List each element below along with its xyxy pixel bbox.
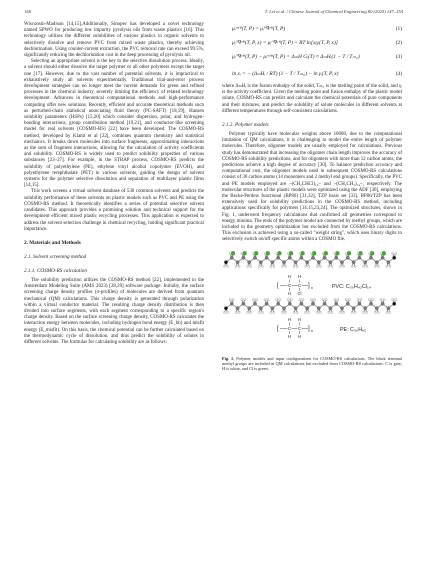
carbon-atom [352,306,355,309]
carbon-atom [335,256,338,259]
carbon-atom [311,256,314,259]
hydrogen-atom [354,311,356,313]
chlorine-atom [243,251,247,255]
journal-citation: T. Lei et al. / Chinese Journal of Chemical Engineering 80 (2025) 147–154 [264,9,403,14]
paragraph: where ΔₘHᵢ is the fusion enthalpy of the solid, Tₘ,ᵢ is the melting point of the solid, and γᵢ is the activity coefficient. Given the melting point and fusion enthalpy of the plastic model solute, COSMO-RS can predict and calculate the chemical potentials of pure components and their mixtures, and predict the solubility of solute molecules in different solvents at different temperatures through self-consistent calculations. [222,84,402,114]
chem-atom-label: H [288,273,292,279]
hydrogen-atom [389,311,391,313]
hydrogen-atom [345,252,347,254]
hydrogen-atom [235,311,237,313]
pvc-ball-stick-model [223,251,396,267]
carbon-atom [277,256,280,259]
hydrogen-atom [325,298,327,300]
caption-text: Polymer models and input configurations for COSMO-RS calculations. The black terminal methyl groups are included in QM calculations but excluded from COSMO-RS calculations. C is gray, H is white, and Cl is green. [222,355,403,372]
hydrogen-atom [255,298,257,300]
hydrogen-atom [308,311,310,313]
hydrogen-atom [360,298,362,300]
chlorine-atom [370,251,374,255]
hydrogen-atom [247,265,249,267]
hydrogen-atom [276,298,278,300]
chem-atom-label: C [298,325,302,331]
paragraph: Wisconsin-Madison [14,15].Additionally, Sinopec has developed a novel technology named SPWO for producing low impurity pyrolysis oils from waste plastics [16]. This technology utilizes the different solubilities of various plastics in organic solvents to selectively dissolve and remove PVC from mixed waste plastics, thereby achieving dechlorination. Using counter-current extraction, the PVC removal rate can exceed 99.5%, significantly reducing the dechlorination cost in the deep processing of pyrolysis oil. [24,22,204,59]
hydrogen-atom [281,265,283,267]
carbon-atom [369,256,372,259]
hydrogen-atom [244,298,246,300]
carbon-atom [282,306,285,309]
hydrogen-atom [392,252,394,254]
right-column [222,22,402,372]
hydrogen-atom [374,265,376,267]
left-column [24,22,204,346]
svg-text:[: [ [277,282,279,289]
hydrogen-atom [264,298,266,300]
hydrogen-atom [380,252,382,254]
hydrogen-atom [371,298,373,300]
chem-repeat-label: n [311,328,313,333]
carbon-atom [387,306,390,309]
carbon-atom [352,260,355,263]
carbon-atom [375,306,378,309]
hydrogen-atom [383,298,385,300]
carbon-atom [259,306,262,309]
carbon-atom [236,306,239,309]
hydrogen-atom [357,252,359,254]
hydrogen-atom [296,265,298,267]
hydrogen-atom [392,298,394,300]
carbon-atom [253,256,256,259]
pe-ball-stick-model [223,298,396,313]
hydrogen-atom [351,311,353,313]
chlorine-atom [324,251,328,255]
chlorine-atom [347,251,351,255]
hydrogen-atom [322,298,324,300]
carbon-atom [259,260,262,263]
hydrogen-atom [258,265,260,267]
carbon-atom [311,302,314,305]
chem-atom-label: H [288,290,292,296]
carbon-atom [387,260,390,263]
hydrogen-atom [229,298,231,300]
hydrogen-atom [226,311,228,313]
carbon-atom [294,306,297,309]
hydrogen-atom [226,265,228,267]
hydrogen-atom [235,265,237,267]
hydrogen-atom [337,298,339,300]
pe-structural-formula [277,317,313,339]
hydrogen-atom [395,298,397,300]
hydrogen-atom [386,265,388,267]
carbon-atom [329,260,332,263]
hydrogen-atom [293,265,295,267]
carbon-atom [358,256,361,259]
equation-body: ln xᵢ = − (ΔₘHᵢ / RT) (1 − T / Tₘ,ᵢ) − ln γᵢ(T, P, x) [232,71,339,77]
hydrogen-atom [354,265,356,267]
carbon-atom [381,302,384,305]
carbon-atom [375,260,378,263]
carbon-atom [248,260,251,263]
chlorine-atom [301,251,305,255]
carbon-atom [242,256,245,259]
carbon-atom [277,302,280,305]
hydrogen-atom [377,265,379,267]
hydrogen-atom [351,265,353,267]
hydrogen-atom [331,265,333,267]
hydrogen-atom [238,265,240,267]
carbon-atom [288,256,291,259]
carbon-atom [317,260,320,263]
carbon-atom [248,306,251,309]
carbon-atom [265,302,268,305]
carbon-atom [364,260,367,263]
paragraph: Polymer typically have molecular weights above 10000, due to the computational limitation of QM calculations, it is challenging to model the entire length of polymer molecules. Therefore, oligomer models are usually employed for calculations. Previous study has demonstrated that increasing the oligomer chain length improves the accuracy of COSMO-RS solubility predictions, and for oligomers with more than 12 carbon atoms, the predictions achieve a high degree of accuracy [30]. To balance prediction accuracy and computational cost, the oligomer models used in subsequent COSMO-RS calculations consist of 30 carbon atoms (14 monomers and 2 methyl end groups). Specifically, the PVC and PE models employed are –(CH₂CHCl)₁₄– and –(CH₂CH₂)₁₄–, respectively. The molecular structures of the plastic models were optimized using the ADF [30], employing the Becke-Perdew functional (BP86) [31,32], TZP basis set [33]. BP86/TZP has been extensively used for solubility predictions in the COSMO-RS method, including applications specifically for polymers [14,15,23,24]. The optimized structures, shown in Fig. 1, underwent frequency calculations that confirmed all geometries correspond to energy minima. The ends of the polymer model are connected by methyl groups, which are included in the geometry optimization but excluded from the COSMO-RS calculations. This exclusion is achieved using a so-called "weight string", which uses binary digits to selectively switch on/off specific atoms within a COSMO file. [222,132,402,243]
figure-caption [222,356,402,372]
carbon-atom [340,306,343,309]
hydrogen-atom [331,311,333,313]
carbon-atom [306,306,309,309]
carbon-atom [358,302,361,305]
chem-atom-label: Cl [297,290,302,296]
carbon-atom [282,260,285,263]
hydrogen-atom [247,311,249,313]
carbon-atom [265,256,268,259]
carbon-atom [236,260,239,263]
hydrogen-atom [290,298,292,300]
hydrogen-atom [252,252,254,254]
chlorine-atom [231,251,235,255]
hydrogen-atom [232,298,234,300]
hydrogen-atom [368,252,370,254]
hydrogen-atom [264,252,266,254]
terminal-methyl-carbon [224,260,227,263]
chem-atom-label: H [288,333,292,339]
carbon-atom [253,302,256,305]
hydrogen-atom [310,298,312,300]
chlorine-atom [254,251,258,255]
hydrogen-atom [363,311,365,313]
hydrogen-atom [308,265,310,267]
hydrogen-atom [258,311,260,313]
equation-number: (1) [395,26,402,32]
hydrogen-atom [374,311,376,313]
hydrogen-atom [339,311,341,313]
section-heading: 2. Materials and Methods [24,239,81,246]
hydrogen-atom [241,252,243,254]
hydrogen-atom [334,252,336,254]
hydrogen-atom [270,311,272,313]
polymer-models-illustration [222,250,402,353]
hydrogen-atom [299,298,301,300]
hydrogen-atom [296,311,298,313]
hydrogen-atom [293,311,295,313]
pe-formula-label: PE: C₃₀H₆₂ [340,326,367,333]
carbon-atom [364,306,367,309]
equation-2 [222,36,402,50]
hydrogen-atom [273,265,275,267]
running-header [24,7,403,16]
hydrogen-atom [223,265,225,267]
hydrogen-atom [345,298,347,300]
chlorine-atom [335,251,339,255]
carbon-atom [323,302,326,305]
chlorine-atom [359,251,363,255]
hydrogen-atom [229,252,231,254]
hydrogen-atom [348,298,350,300]
hydrogen-atom [241,298,243,300]
page-number: 148 [24,9,31,14]
equation-body: μᵢˡⁱᑫᵘⁱᵈ(T, P) − μᵢˢᵒˡⁱᵈ(T, P) = ΔₘH Gᵢ(T) ≈ ΔₘHᵢ(1 − T / Tₘ,ᵢ) [232,54,360,60]
hydrogen-atom [250,311,252,313]
hydrogen-atom [368,298,370,300]
caption-label: Fig. 1. [222,355,235,361]
carbon-atom [300,302,303,305]
hydrogen-atom [339,265,341,267]
hydrogen-atom [267,298,269,300]
equation-number: (2) [395,40,402,46]
hydrogen-atom [261,311,263,313]
carbon-atom [288,302,291,305]
hydrogen-atom [342,265,344,267]
hydrogen-atom [284,311,286,313]
chlorine-atom [277,251,281,255]
chem-repeat-label: n [311,285,313,290]
svg-text:[: [ [277,325,279,332]
equation-1 [222,22,402,36]
hydrogen-atom [395,252,397,254]
pvc-structural-formula [277,274,313,296]
equation-number: (3) [395,54,402,60]
chem-atom-label: H [298,273,302,279]
chem-atom-label: C [298,282,302,288]
equation-body: μᵢˢᵒˡⁱᵈ(T, P) = μᵢˡⁱᑫᵘⁱᵈ(T, P) [232,26,286,32]
hydrogen-atom [334,298,336,300]
hydrogen-atom [281,311,283,313]
terminal-methyl-carbon [393,302,396,305]
hydrogen-atom [270,265,272,267]
chem-atom-label: C [288,325,292,331]
hydrogen-atom [363,265,365,267]
hydrogen-atom [389,265,391,267]
hydrogen-atom [328,265,330,267]
hydrogen-atom [386,311,388,313]
hydrogen-atom [250,265,252,267]
equation-number: (4) [395,71,402,77]
carbon-atom [294,260,297,263]
carbon-atom [230,256,233,259]
hydrogen-atom [223,311,225,313]
hydrogen-atom [287,252,289,254]
hydrogen-atom [279,298,281,300]
carbon-atom [271,260,274,263]
hydrogen-atom [287,298,289,300]
hydrogen-atom [316,265,318,267]
hydrogen-atom [238,311,240,313]
svg-text:]: ] [308,325,310,332]
hydrogen-atom [319,265,321,267]
paragraph: Selecting an appropriate solvent is the key to the selective dissolution process. Ideally, a solvent should either dissolve the target polymer or all other polymers except the target one [17]. However, due to the vast number of potential solvents, it is impractical to exhaustively study all solvents experimentally. Traditional trial-and-error process development strategies can no longer meet the current demands for green and refined processes in the chemical industry, severely limiting the efficiency of related technology development. Advances in theoretical computational methods and high-performance computing offer new solutions. Recently, efficient and accurate theoretical methods such as perturbed-chain statistical associating fluid theory (PC-SAFT) [18,19], Hansen solubility parameters (HSPs) [15,20] which consider dispersion, polar, and hydrogen-bonding interactions, group contribution method [19,21], and conductor-like screening model for real solvents (COSMO-RS) [22] have been developed. The COSMO-RS method, developed by Klamt et al [22], combines quantum chemistry and statistical mechanics. It breaks down molecules into surface fragments, approximating interactions as the sum of fragment interactions, allowing for the calculation of activity coefficients and solubility. COSMO-RS is widely used to predict solubility properties of various substances [23–27]. For example, in the STRAP process, COSMO-RS predicts the solubility of polyethylene (PE), ethylene vinyl alcohol copolymer (EVOH), and polyethylene terephthalate (PET) in various solvents, guiding the design of solvent systems for the polymer selective dissolution and separation of multilayer plastic films [14,15]. [24,59,204,189]
terminal-methyl-carbon [224,306,227,309]
chlorine-atom [382,251,386,255]
equation-4 [222,64,402,84]
chlorine-atom [289,251,293,255]
carbon-atom [300,256,303,259]
hydrogen-atom [313,298,315,300]
chem-atom-label: H [298,333,302,339]
carbon-atom [369,302,372,305]
hydrogen-atom [252,298,254,300]
chem-atom-label: C [288,282,292,288]
hydrogen-atom [357,298,359,300]
carbon-atom [317,306,320,309]
hydrogen-atom [273,311,275,313]
hydrogen-atom [342,311,344,313]
carbon-atom [329,306,332,309]
equation-body: μᵢˡⁱᑫᵘⁱᵈ(T, P, x) = μᵢˡⁱᑫᵘⁱᵈ(T, P) + RT ln[xᵢγᵢ(T, P, x)] [232,40,338,46]
carbon-atom [230,302,233,305]
paragraph: The solubility prediction utilizes the COSMO-RS method [22], implemented in the Amsterdam Modeling Suite (AMS 2023) [28,29] software package. Initially, the surface screening charge density profiles (σ-profiles) of molecules are derived from quantum mechanical (QM) calculations. This charge density is generated through polarization within a virtual conductor material. The resulting charge density distribution is then divided into surface segments, with each segment corresponding to a specific region's charge density. Based on the surface screening charge density, COSMO-RS calculates the interaction energy between molecules, including hydrogen bond energy (E_hb) and misfit energy (E_misfit). On this basis, the chemical potential can be further calculated based on the thermodynamic cycle of dissolution, and thus predict the solubility of solutes in different solvents. The formulas for calculating solubility are as follows: [24,277,204,345]
carbon-atom [381,256,384,259]
chlorine-atom [312,251,316,255]
hydrogen-atom [305,265,307,267]
hydrogen-atom [261,265,263,267]
svg-text:]: ] [308,282,310,289]
hydrogen-atom [316,311,318,313]
hydrogen-atom [366,311,368,313]
subsubsection-heading: 2.1.2. Polymer models [222,122,269,129]
hydrogen-atom [310,252,312,254]
hydrogen-atom [299,252,301,254]
hydrogen-atom [328,311,330,313]
pvc-formula-label: PVC: C₃₀H₄₂Cl₁₄ [332,283,372,290]
hydrogen-atom [305,311,307,313]
equation-3 [222,50,402,64]
hydrogen-atom [284,265,286,267]
hydrogen-atom [276,252,278,254]
subsubsection-heading: 2.1.1. COSMO-RS calculation [24,267,87,274]
hydrogen-atom [377,311,379,313]
carbon-atom [242,302,245,305]
subsection-heading: 2.1. Solvent screening method [24,253,87,260]
hydrogen-atom [380,298,382,300]
carbon-atom [271,306,274,309]
carbon-atom [323,256,326,259]
hydrogen-atom [302,298,304,300]
carbon-atom [335,302,338,305]
chlorine-atom [266,251,270,255]
chem-atom-label: H [288,316,292,322]
paragraph: This work screens a virtual solvent database of 530 common solvents and predicts the solubility performance of these solvents on plastic models such as PVC and PE using the COSMO-RS method. It theoretically identifies a series of potential selective solvent candidates. This approach provides a promising solution and technical support for the development efficient mixed plastic recycling processes. This application is expected to address the solvent selection challenge in chemical recycling, holding significant practical importance. [24,189,204,232]
hydrogen-atom [366,265,368,267]
hydrogen-atom [322,252,324,254]
carbon-atom [346,256,349,259]
chem-atom-label: H [298,316,302,322]
hydrogen-atom [319,311,321,313]
terminal-methyl-carbon [393,256,396,259]
carbon-atom [306,260,309,263]
figure-1 [222,250,402,353]
carbon-atom [340,260,343,263]
carbon-atom [346,302,349,305]
